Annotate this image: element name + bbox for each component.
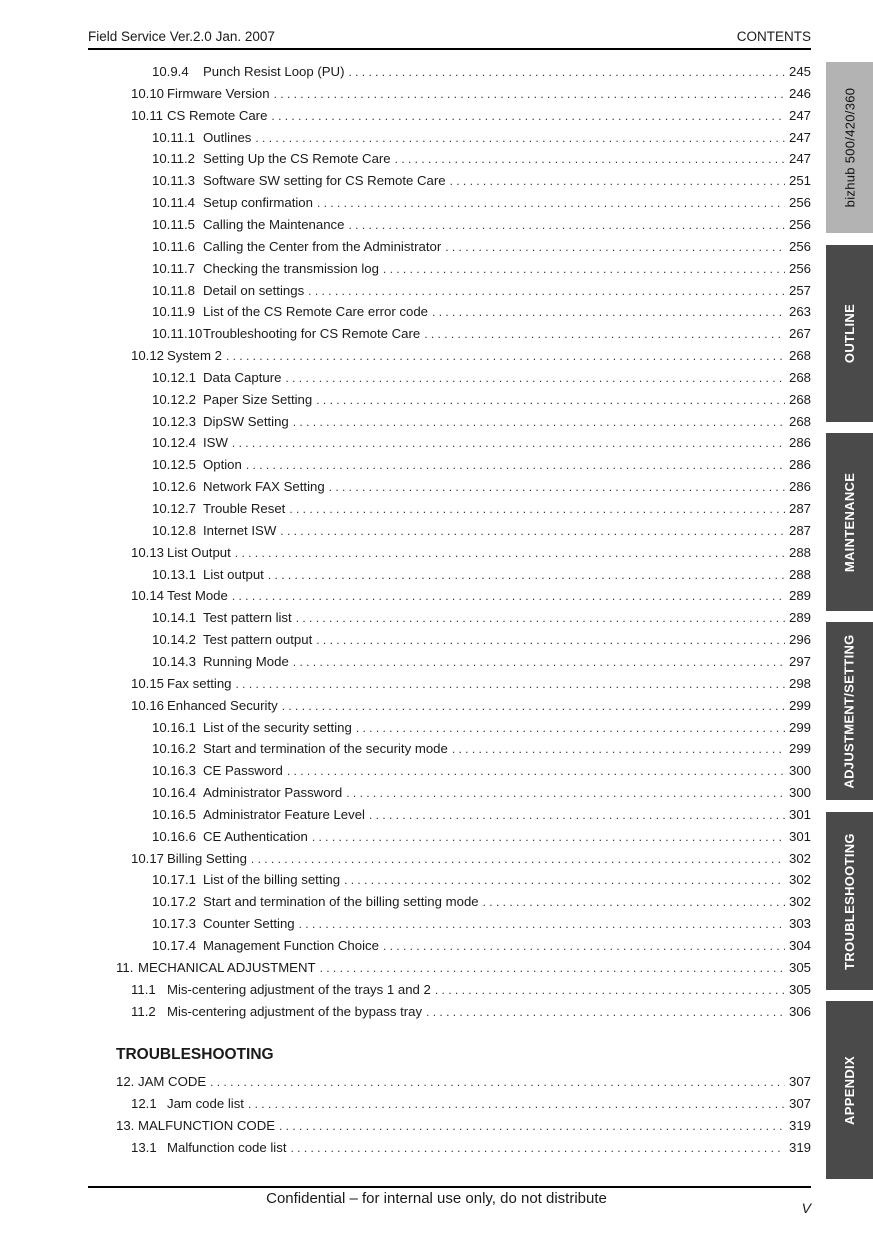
toc-leader-dots [349,218,785,232]
toc-leader-dots [248,1097,785,1111]
toc-entry-page: 288 [788,544,811,560]
toc-entry-number: 10.12.6 [152,479,196,495]
toc-entry[interactable] [152,501,811,521]
toc-entry-number: 10.16.6 [152,828,196,844]
toc-entry[interactable] [152,392,811,412]
toc-entry-page: 299 [788,697,811,713]
toc-leader-dots [424,327,785,341]
toc-leader-dots [251,852,785,866]
toc-entry-page: 268 [788,391,811,407]
toc-entry-number: 10.11.5 [152,216,196,232]
toc-entry[interactable] [131,1140,811,1160]
toc-entry-page: 305 [788,959,811,975]
toc-leader-dots [317,196,785,210]
side-tab-model[interactable]: bizhub 500/420/360 [826,62,873,233]
toc-entry-page: 247 [788,129,811,145]
toc-entry-title: Punch Resist Loop (PU) [203,64,345,79]
toc-entry-page: 300 [788,763,811,779]
toc-entry-title: Troubleshooting for CS Remote Care [203,326,421,342]
toc-entry-number: 10.15 [131,675,165,691]
toc-leader-dots [329,480,785,494]
toc-entry-title: Jam code list [167,1095,244,1111]
toc-entry-number: 10.17.2 [152,894,196,910]
toc-entry-page: 256 [788,195,811,211]
toc-entry-page: 256 [788,260,811,276]
toc-leader-dots [432,305,785,319]
toc-entry-number: 10.13 [131,544,165,560]
toc-entry[interactable] [152,523,811,543]
toc-leader-dots [316,393,785,407]
toc-entry[interactable] [152,741,811,761]
header-left: Field Service Ver.2.0 Jan. 2007 [88,29,275,44]
toc-entry-number: 10.11.3 [152,173,196,189]
toc-entry-title: Detail on settings [203,282,305,298]
toc-entry[interactable] [152,304,811,324]
toc-entry-page: 307 [788,1074,811,1089]
toc-entry-page: 289 [788,588,811,604]
toc-leader-dots [483,895,785,909]
toc-entry-title: Trouble Reset [203,501,286,516]
toc-entry-title: Outlines [203,129,252,145]
toc-entry-number: 10.11.4 [152,195,196,211]
toc-entry-number: 10.17.4 [152,938,196,953]
toc-entry-page: 301 [788,828,811,844]
toc-entry[interactable] [131,588,811,608]
toc-entry-page: 307 [788,1095,811,1111]
toc-entry[interactable] [152,130,811,150]
toc-leader-dots [290,1141,785,1155]
toc-entry-page: 247 [788,107,811,123]
toc-leader-dots [450,174,785,188]
toc-entry-number: 10.11.8 [152,282,196,298]
toc-leader-dots [289,502,785,516]
side-tab-troubleshooting[interactable]: TROUBLESHOOTING [826,812,873,990]
toc-entry-number: 10.10 [131,85,165,101]
toc-entry[interactable] [152,326,811,346]
toc-entry[interactable] [152,807,811,827]
toc-entry-number: 10.14.2 [152,632,196,648]
toc-entry-title: ISW [203,435,228,451]
toc-entry[interactable] [131,1004,811,1024]
toc-entry-page: 267 [788,326,811,342]
toc-entry-number: 12.1 [131,1095,157,1111]
toc-entry-page: 256 [788,238,811,254]
toc-leader-dots [287,764,785,778]
toc-leader-dots [344,873,785,887]
toc-entry-title: Administrator Feature Level [203,806,365,822]
toc-entry-number: 10.17 [131,850,165,866]
toc-entry-page: 302 [788,850,811,866]
toc-entry[interactable] [152,261,811,281]
toc-entry-page: 302 [788,894,811,910]
toc-entry-page: 256 [788,216,811,232]
toc-leader-dots [356,721,785,735]
toc-leader-dots [445,240,785,254]
toc-entry[interactable] [152,567,811,587]
toc-entry[interactable] [152,239,811,259]
toc-entry-number: 10.14.1 [152,610,196,626]
toc-entry-page: 263 [788,304,811,320]
toc-entry-title: List of the security setting [203,719,352,735]
toc-entry-page: 268 [788,413,811,429]
toc-entry-number: 10.13.1 [152,566,196,582]
toc-leader-dots [296,611,785,625]
toc-entry-number: 10.11.1 [152,129,196,145]
toc-entry-title: DipSW Setting [203,413,289,429]
toc-entry-page: 304 [788,938,811,953]
toc-entry-title: Paper Size Setting [203,391,313,407]
toc-entry-page: 297 [788,653,811,669]
toc-entry-page: 300 [788,785,811,801]
toc-leader-dots [348,65,785,79]
toc-leader-dots [235,546,785,560]
toc-entry-title: CE Authentication [203,828,308,844]
toc-entry-title: MECHANICAL ADJUSTMENT [138,959,316,975]
side-tab-adjustment-setting[interactable]: ADJUSTMENT/SETTING [826,622,873,800]
toc-entry[interactable] [131,348,811,368]
toc-entry-page: 246 [788,85,811,101]
toc-leader-dots [426,1005,785,1019]
toc-leader-dots [246,458,785,472]
toc-entry-number: 10.12.8 [152,522,196,538]
toc-entry-page: 286 [788,457,811,473]
side-tab-appendix[interactable]: APPENDIX [826,1001,873,1179]
toc-leader-dots [232,436,785,450]
footer-text: Confidential – for internal use only, do not distribute [266,1190,607,1207]
toc-entry[interactable] [152,872,811,892]
toc-leader-dots [280,524,785,538]
toc-entry[interactable] [152,435,811,455]
toc-entry-title: Internet ISW [203,522,277,538]
toc-entry-page: 268 [788,348,811,364]
toc-entry-number: 10.9.4 [152,64,189,79]
toc-entry-number: 10.12.2 [152,391,196,407]
toc-entry-page: 301 [788,806,811,822]
toc-entry[interactable] [152,151,811,171]
toc-entry-number: 10.12.7 [152,501,196,516]
toc-entry-title: Firmware Version [167,85,270,101]
toc-entry-title: Management Function Choice [203,938,379,953]
toc-entry-title: JAM CODE [138,1074,207,1089]
toc-entry-title: Start and termination of the security mode [203,741,448,757]
toc-entry-page: 286 [788,479,811,495]
toc-entry-number: 10.17.3 [152,916,196,932]
toc-entry-title: List of the CS Remote Care error code [203,304,429,320]
toc-entry-title: CS Remote Care [167,107,268,123]
toc-entry-number: 13. [116,1117,135,1133]
toc-entry-title: Start and termination of the billing setting mode [203,894,479,910]
toc-entry-title: Calling the Maintenance [203,216,345,232]
toc-entry-title: MALFUNCTION CODE [138,1117,276,1133]
toc-leader-dots [268,568,785,582]
toc-entry[interactable] [152,414,811,434]
toc-entry-page: 287 [788,522,811,538]
toc-entry[interactable] [131,676,811,696]
toc-entry[interactable] [131,698,811,718]
toc-entry-title: List of the billing setting [203,872,341,888]
toc-entry-title: Data Capture [203,369,282,385]
toc-entry[interactable] [152,632,811,652]
toc-entry[interactable] [152,457,811,477]
toc-entry[interactable] [152,829,811,849]
toc-entry[interactable] [131,108,811,128]
toc-entry-page: 299 [788,719,811,735]
toc-entry[interactable] [152,370,811,390]
toc-entry[interactable] [152,763,811,783]
toc-entry-number: 10.16.3 [152,763,196,779]
toc-entry-number: 10.17.1 [152,872,196,888]
toc-entry-number: 11.1 [131,981,156,997]
toc-entry[interactable] [116,960,811,980]
toc-entry[interactable] [152,217,811,237]
toc-entry-page: 245 [788,64,811,79]
toc-entry-number: 10.12.1 [152,369,196,385]
toc-entry-title: Mis-centering adjustment of the trays 1 and 2 [167,981,431,997]
footer-page-number: V [801,1200,811,1216]
toc-entry-page: 286 [788,435,811,451]
toc-entry-page: 299 [788,741,811,757]
toc-entry-page: 298 [788,675,811,691]
toc-entry[interactable] [152,654,811,674]
toc-entry[interactable] [152,283,811,303]
toc-entry-number: 10.12 [131,348,165,364]
toc-leader-dots [369,808,785,822]
toc-entry-page: 319 [788,1117,811,1133]
toc-leader-dots [320,961,785,975]
toc-entry-number: 10.12.3 [152,413,196,429]
toc-entry-title: Software SW setting for CS Remote Care [203,173,446,189]
toc-leader-dots [274,87,785,101]
toc-entry-number: 12. [116,1074,135,1089]
toc-entry-page: 296 [788,632,811,648]
toc-entry-number: 10.11.2 [152,151,196,167]
header-right: CONTENTS [736,29,811,44]
toc-entry-page: 289 [788,610,811,626]
toc-entry-title: Malfunction code list [167,1139,287,1155]
toc-entry[interactable] [152,479,811,499]
toc-entry[interactable] [152,64,811,84]
toc-entry-title: Counter Setting [203,916,295,932]
toc-entry[interactable] [131,982,811,1002]
toc-leader-dots [210,1075,785,1089]
toc-entry[interactable] [152,938,811,958]
toc-leader-dots [282,699,785,713]
toc-entry[interactable] [131,545,811,565]
toc-entry-number: 10.14.3 [152,653,196,669]
toc-entry-number: 10.16.4 [152,785,196,801]
toc-leader-dots [293,415,785,429]
toc-entry-number: 13.1 [131,1139,157,1155]
toc-leader-dots [395,152,785,166]
toc-entry-number: 10.16.1 [152,719,196,735]
toc-leader-dots [279,1119,785,1133]
toc-entry-page: 251 [788,173,811,189]
toc-leader-dots [312,830,785,844]
toc-entry-number: 10.16.2 [152,741,196,757]
toc-entry-page: 302 [788,872,811,888]
toc-entry-page: 319 [788,1139,811,1155]
toc-leader-dots [255,131,785,145]
toc-entry[interactable] [152,720,811,740]
section-title: TROUBLESHOOTING [116,1046,274,1063]
footer-rule [88,1186,811,1188]
side-tab-maintenance[interactable]: MAINTENANCE [826,433,873,611]
toc-entry-title: Mis-centering adjustment of the bypass tray [167,1003,423,1019]
toc-entry-page: 305 [788,981,811,997]
toc-entry-number: 10.16 [131,697,165,713]
toc-entry[interactable] [152,785,811,805]
toc-entry-number: 10.11 [131,107,164,123]
toc-entry-title: Network FAX Setting [203,479,325,495]
toc-entry[interactable] [116,1074,811,1094]
toc-entry-number: 11. [116,959,134,975]
toc-entry-number: 10.11.7 [152,260,196,276]
toc-entry-number: 10.12.5 [152,457,196,473]
toc-entry-number: 10.11.6 [152,238,196,254]
toc-entry-page: 287 [788,501,811,516]
toc-entry-title: Administrator Password [203,785,343,801]
toc-leader-dots [232,589,785,603]
toc-entry-title: Billing Setting [167,850,247,866]
toc-leader-dots [271,109,785,123]
toc-entry-number: 10.16.5 [152,806,196,822]
toc-entry-title: List output [203,566,264,582]
toc-entry[interactable] [152,610,811,630]
toc-entry-title: Checking the transmission log [203,260,379,276]
toc-entry[interactable] [152,173,811,193]
toc-entry[interactable] [131,1096,811,1116]
toc-entry[interactable] [152,916,811,936]
toc-entry[interactable] [152,894,811,914]
toc-entry-title: Enhanced Security [167,697,278,713]
toc-entry[interactable] [116,1118,811,1138]
toc-leader-dots [236,677,785,691]
toc-leader-dots [346,786,785,800]
toc-entry-title: Setup confirmation [203,195,313,211]
toc-entry-title: Test Mode [167,588,228,604]
toc-leader-dots [299,917,785,931]
toc-entry-page: 268 [788,369,811,385]
toc-entry-title: Test pattern list [203,610,292,626]
toc-entry-title: CE Password [203,763,283,779]
toc-entry-title: Running Mode [203,653,289,669]
toc-entry[interactable] [131,851,811,871]
toc-entry-title: Test pattern output [203,632,313,648]
header-rule [88,48,811,50]
toc-entry[interactable] [131,86,811,106]
toc-entry-page: 247 [788,151,811,167]
toc-leader-dots [383,939,785,953]
toc-leader-dots [435,983,785,997]
toc-entry-title: System 2 [167,348,222,364]
toc-entry-title: Setting Up the CS Remote Care [203,151,391,167]
toc-leader-dots [293,655,785,669]
toc-entry[interactable] [152,195,811,215]
toc-entry-number: 10.11.10 [152,326,203,342]
toc-leader-dots [226,349,785,363]
toc-leader-dots [308,284,785,298]
toc-entry-number: 11.2 [131,1003,156,1019]
toc-entry-number: 10.14 [131,588,165,604]
toc-entry-title: Calling the Center from the Administrator [203,238,442,254]
toc-leader-dots [452,742,785,756]
toc-entry-number: 10.12.4 [152,435,196,451]
toc-entry-title: Fax setting [167,675,232,691]
toc-entry-title: List Output [167,544,231,560]
toc-entry-page: 303 [788,916,811,932]
toc-entry-page: 288 [788,566,811,582]
toc-leader-dots [316,633,785,647]
side-tab-outline[interactable]: OUTLINE [826,245,873,422]
toc-entry-page: 257 [788,282,811,298]
toc-leader-dots [383,262,785,276]
toc-entry-page: 306 [788,1003,811,1019]
toc-entry-number: 10.11.9 [152,304,196,320]
toc-leader-dots [285,371,785,385]
toc-entry-title: Option [203,457,242,473]
